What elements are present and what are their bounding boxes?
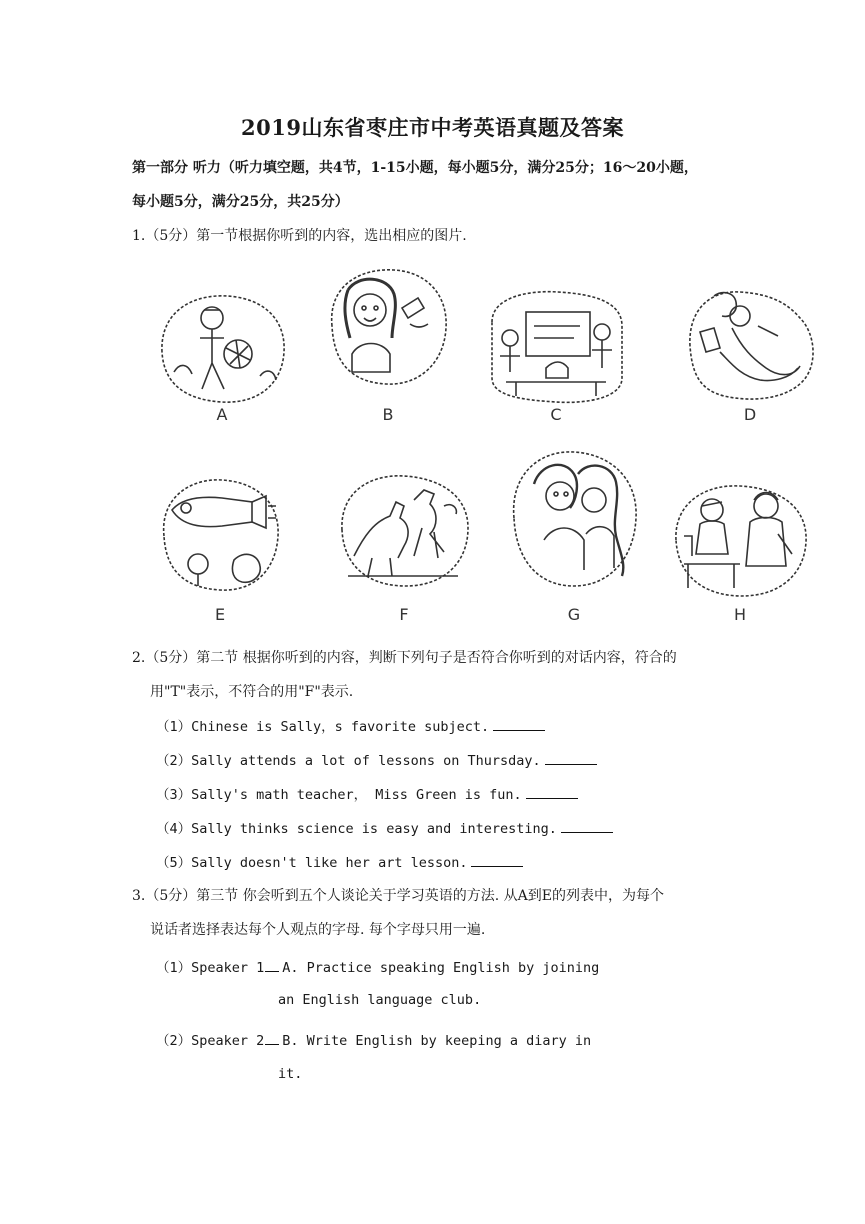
part-heading-line2: 每小题5分，满分25分，共25分）	[132, 194, 349, 210]
picture-c-label: C	[550, 405, 562, 424]
picture-c-classroom	[486, 282, 626, 412]
picture-a-label: A	[216, 405, 228, 424]
q2-item-2	[156, 750, 597, 771]
picture-d-person-lying	[680, 282, 820, 412]
question-3-line1: 3.（5分）第三节 你会听到五个人谈论关于学习英语的方法. 从A到E的列表中，为每个	[132, 888, 664, 904]
q3-speaker-2: （2）Speaker 2	[156, 1033, 265, 1049]
page-title: 2019山东省枣庄市中考英语真题及答案	[241, 115, 624, 140]
part-heading-line1: 第一部分 听力（听力填空题，共4节，1-15小题，每小题5分，满分25分；16～20小题，	[132, 160, 698, 176]
picture-f-dinosaurs	[334, 466, 474, 596]
q2-answer-blank-2[interactable]	[545, 750, 597, 765]
q2-item-4	[156, 818, 613, 839]
q2-answer-blank-5[interactable]	[471, 852, 523, 867]
picture-e-label: E	[214, 605, 226, 624]
picture-h-doctor	[670, 476, 810, 606]
q2-item-4-text: （4）Sally thinks science is easy and interesting.	[156, 821, 557, 837]
q2-item-5-text: （5）Sally doesn't like her art lesson.	[156, 855, 468, 871]
question-3-line2: 说话者选择表达每个人观点的字母. 每个字母只用一遍.	[150, 922, 486, 938]
q2-item-5	[156, 852, 523, 873]
picture-e-rocket	[150, 470, 290, 600]
q3-item-2	[156, 1030, 591, 1051]
picture-d-label: D	[743, 405, 757, 424]
q2-item-2-text: （2）Sally attends a lot of lessons on Thursday.	[156, 753, 541, 769]
picture-h-label: H	[733, 605, 747, 624]
q2-item-1	[156, 716, 545, 737]
picture-b-label: B	[382, 405, 394, 424]
picture-a-boy-with-ball	[152, 282, 292, 412]
q3-option-b: B. Write English by keeping a diary in	[282, 1033, 592, 1049]
picture-b-girl	[318, 262, 458, 392]
q2-answer-blank-1[interactable]	[493, 716, 545, 731]
picture-f-label: F	[399, 605, 409, 624]
q3-item-2-cont: it.	[278, 1066, 303, 1082]
q3-speaker-1: （1）Speaker 1	[156, 960, 265, 976]
q3-answer-blank-2[interactable]	[265, 1030, 279, 1045]
q2-answer-blank-3[interactable]	[526, 784, 578, 799]
q3-option-a: A. Practice speaking English by joining	[282, 960, 600, 976]
question-2-line2: 用"T"表示，不符合的用"F"表示.	[150, 684, 354, 700]
q2-item-3	[156, 784, 578, 805]
q2-item-3-text: （3）Sally's math teacher， Miss Green is fun.	[156, 787, 522, 803]
q2-item-1-text: （1）Chinese is Sally，s favorite subject.	[156, 719, 490, 735]
q3-item-1	[156, 957, 599, 978]
question-2-line1: 2.（5分）第二节 根据你听到的内容，判断下列句子是否符合你听到的对话内容，符合的	[132, 650, 677, 666]
picture-g-two-people	[504, 444, 644, 574]
picture-g-label: G	[567, 605, 581, 624]
question-1-text: 1.（5分）第一节根据你听到的内容，选出相应的图片.	[132, 228, 467, 244]
q2-answer-blank-4[interactable]	[561, 818, 613, 833]
q3-answer-blank-1[interactable]	[265, 957, 279, 972]
q3-item-1-cont: an English language club.	[278, 992, 482, 1008]
